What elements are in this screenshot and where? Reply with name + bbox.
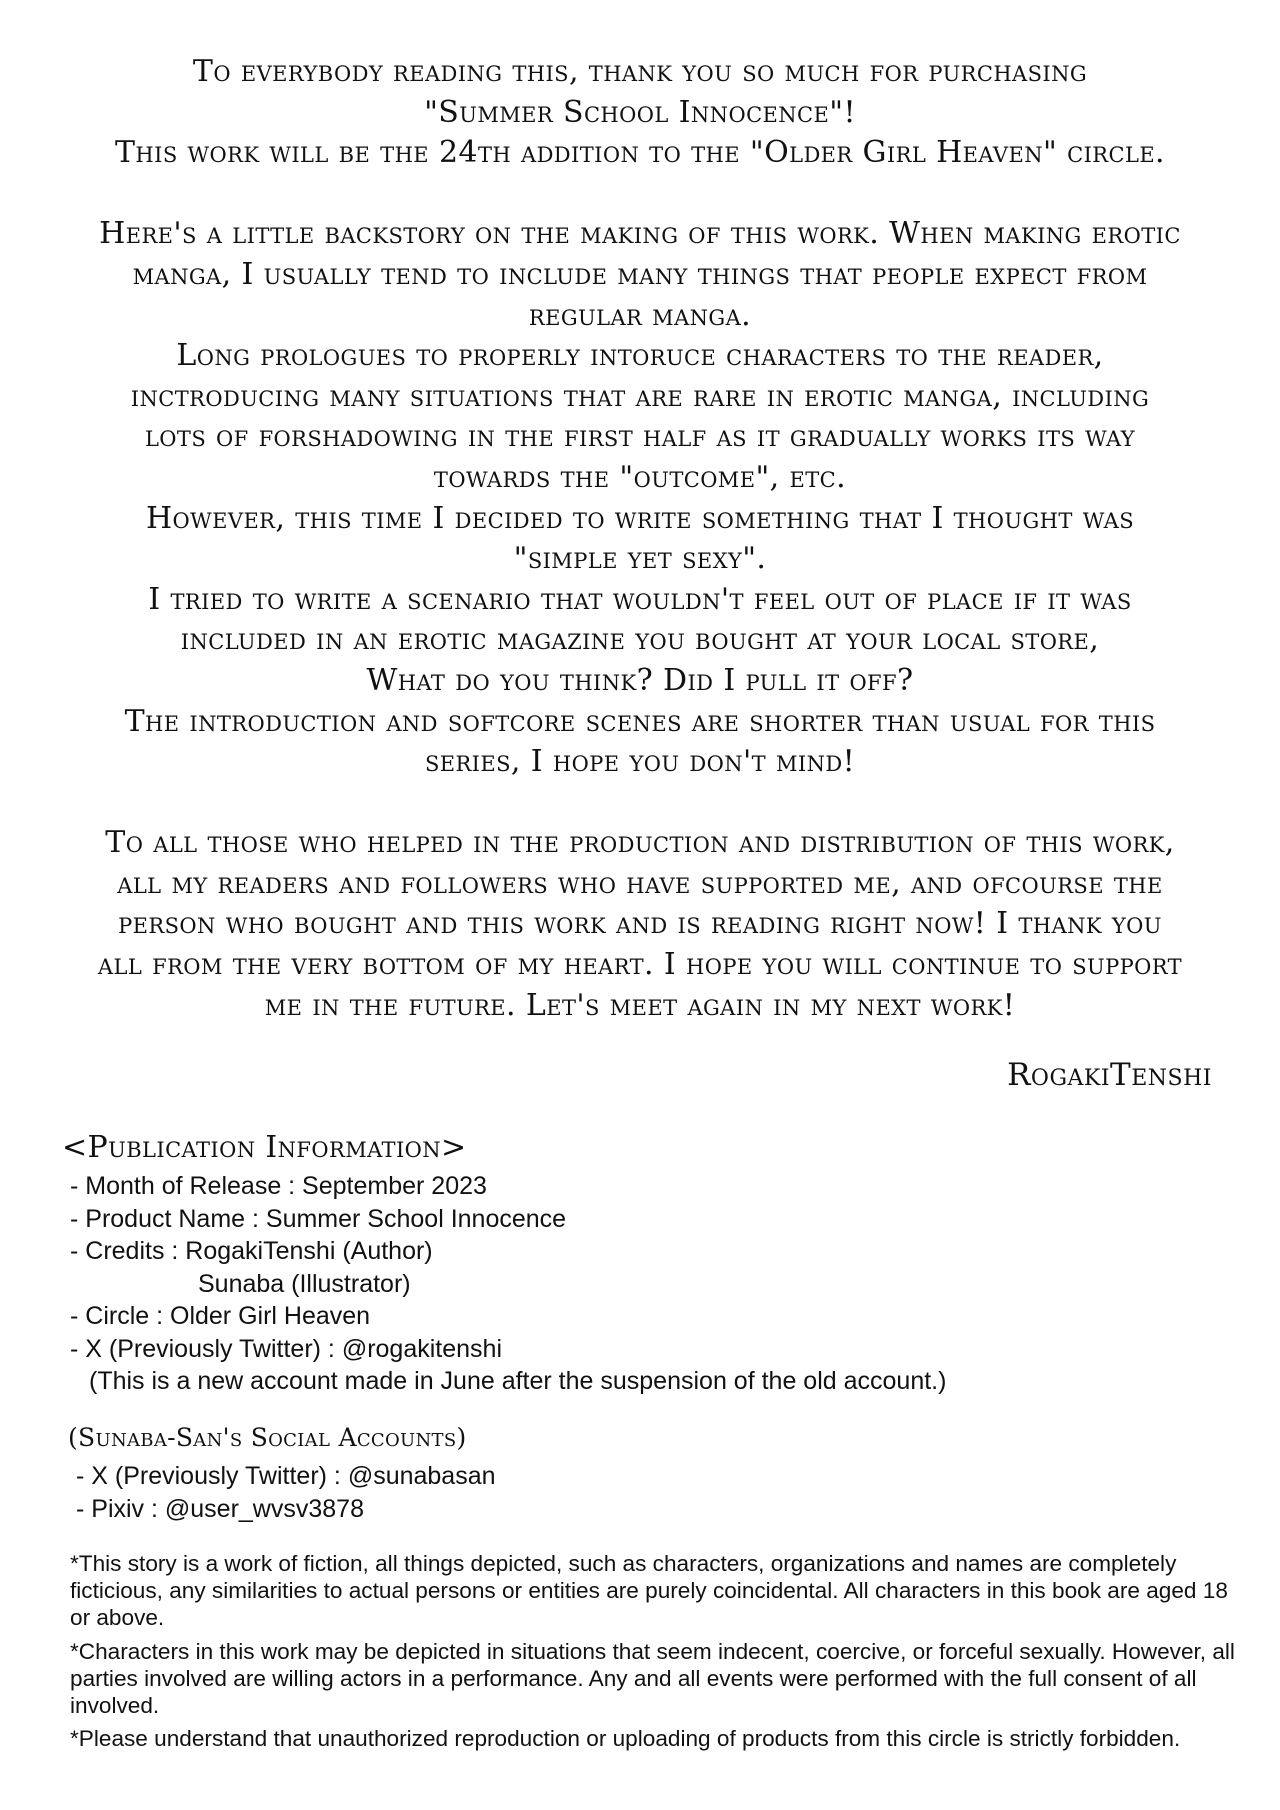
afterword-line: included in an erotic magazine you bought at your local store, — [180, 622, 1100, 658]
afterword-line: lots of forshadowing in the first half as it gradually works its way — [144, 419, 1136, 455]
afterword-line: Here's a little backstory on the making of this work. When making erotic — [99, 216, 1181, 252]
afterword-line: inctroducing many situations that are rare in erotic manga, including — [130, 378, 1150, 414]
publication-heading: <Publication Information> — [62, 1130, 467, 1165]
paragraph-gap — [64, 174, 1216, 215]
publication-info-list — [70, 1170, 946, 1398]
social-accounts-heading: (Sunaba-San's Social Accounts) — [68, 1423, 467, 1452]
disclaimer-consent: *Characters in this work may be depicted in situations that seem indecent, coercive, or forceful sexually. However, all parties involved are willing actors in a performance. Any and all events were performed with the full consent of all involved. — [70, 1638, 1235, 1719]
afterword-line: To everybody reading this, thank you so much for purchasing — [192, 54, 1088, 89]
disclaimer-fiction: *This story is a work of fiction, all things depicted, such as characters, organizations and names are completely ficticious, any similarities to actual persons or entities are purely coincidental. All characters in this book are aged 18 or above. — [70, 1551, 1228, 1631]
social-accounts-list — [76, 1460, 496, 1525]
afterword-line: This work will be the 24th addition to the "Older Girl Heaven" circle. — [115, 135, 1165, 171]
afterword-line: me in the future. Let's meet again in my next work! — [264, 987, 1016, 1023]
afterword-line: series, I hope you don't mind! — [424, 744, 856, 780]
afterword-line: "simple yet sexy". — [513, 541, 767, 577]
afterword-line: Long prologues to properly intoruce characters to the reader, — [176, 338, 1104, 374]
afterword-line: However, this time I decided to write something that I thought was — [145, 500, 1135, 536]
afterword-text — [64, 52, 1216, 1026]
illustrator-x-account: - X (Previously Twitter) : @sunabasan — [76, 1462, 496, 1490]
disclaimers — [70, 1550, 1250, 1758]
afterword-line: all my readers and followers who have supported me, and ofcourse the — [117, 865, 1163, 901]
afterword-line: person who bought and this work and is reading right now! I thank you — [118, 906, 1162, 942]
paragraph-gap — [64, 783, 1216, 824]
afterword-line: To all those who helped in the production and distribution of this work, — [105, 825, 1175, 861]
credits-illustrator: Sunaba (Illustrator) — [198, 1269, 411, 1298]
illustrator-pixiv-account: - Pixiv : @user_wvsv3878 — [76, 1494, 364, 1523]
author-x-account: - X (Previously Twitter) : @rogakitenshi — [70, 1334, 502, 1363]
circle-name: - Circle : Older Girl Heaven — [70, 1302, 371, 1330]
afterword-line: The introduction and softcore scenes are shorter than usual for this — [124, 703, 1156, 739]
release-month: - Month of Release : September 2023 — [70, 1172, 487, 1200]
afterword-line: What do you think? Did I pull it off? — [366, 662, 914, 698]
afterword-line: manga, I usually tend to include many things that people expect from — [132, 256, 1148, 292]
afterword-line: "Summer School Innocence"! — [424, 94, 856, 130]
credits-author: - Credits : RogakiTenshi (Author) — [70, 1237, 433, 1265]
afterword-line: all from the very bottom of my heart. I hope you will continue to support — [97, 947, 1183, 983]
author-signature: RogakiTenshi — [1007, 1057, 1212, 1093]
afterword-line: I tried to write a scenario that wouldn't feel out of place if it was — [148, 581, 1132, 617]
product-name: - Product Name : Summer School Innocence — [70, 1204, 567, 1233]
disclaimer-reproduction: *Please understand that unauthorized reproduction or uploading of products from this circle is strictly forbidden. — [70, 1726, 1181, 1752]
x-account-note: (This is a new account made in June after the suspension of the old account.) — [89, 1367, 947, 1395]
afterword-line: regular manga. — [528, 297, 752, 333]
afterword-line: towards the "outcome", etc. — [433, 459, 847, 495]
